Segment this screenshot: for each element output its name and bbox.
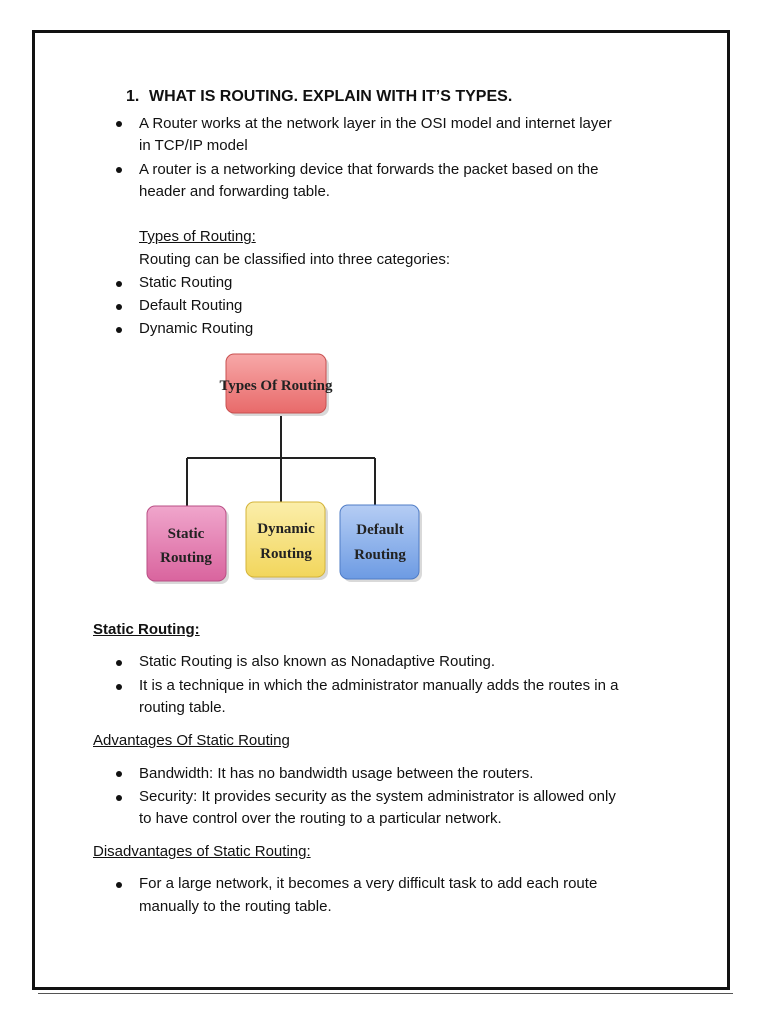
diagram-node-dynamic [246,502,328,580]
type-item: Static Routing [139,274,233,291]
diagram-node-static-line2: Routing [160,550,212,566]
diagram-root-label: Types Of Routing [219,378,333,394]
static-bullet-2-line-1: It is a technique in which the administrator manually adds the routes in a [139,677,619,694]
bottom-rule [38,993,733,994]
types-intro: Routing can be classified into three categories: [139,251,451,268]
diagram-node-default-line1: Default [356,522,404,538]
diagram-node-static-line1: Static [167,526,205,542]
intro-bullet-2-line-1: A router is a networking device that forwards the packet based on the [139,161,599,178]
bullet-icon [116,281,122,287]
section-number: 1. [126,88,140,105]
bullet-icon [116,660,122,666]
bullet-icon [116,795,122,801]
section-heading [126,88,512,106]
diagram-node-dynamic-line2: Routing [260,546,312,562]
intro-bullet-2-line-2: header and forwarding table. [139,183,330,200]
diagram-node-dynamic-line1: Dynamic [257,521,315,537]
disadvantage-line-1: For a large network, it becomes a very difficult task to add each route [139,875,598,892]
disadvantage-line-2: manually to the routing table. [139,898,332,915]
diagram-connectors [187,416,375,506]
diagram-node-static [147,506,229,584]
bullet-icon [116,327,122,333]
types-heading: Types of Routing: [139,228,256,245]
bullet-icon [116,882,122,888]
static-bullet-2-line-2: routing table. [139,699,226,716]
advantages-heading: Advantages Of Static Routing [93,732,290,749]
advantage-bandwidth: Bandwidth: It has no bandwidth usage between the routers. [139,765,534,782]
intro-bullet-1-line-2: in TCP/IP model [139,137,248,154]
bullet-icon [116,121,122,127]
diagram-root-node [219,354,333,416]
intro-bullet-1-line-1: A Router works at the network layer in the OSI model and internet layer [139,115,612,132]
diagram-node-default [340,505,422,582]
type-item: Dynamic Routing [139,320,254,337]
section-title: WHAT IS ROUTING. EXPLAIN WITH IT’S TYPES. [149,88,513,105]
type-item: Default Routing [139,297,243,314]
diagram-node-default-line2: Routing [354,547,406,563]
bullet-icon [116,304,122,310]
bullet-icon [116,167,122,173]
static-routing-heading: Static Routing: [93,621,200,638]
bullet-icon [116,771,122,777]
bullet-icon [116,684,122,690]
routing-types-diagram [140,350,430,590]
disadvantages-heading: Disadvantages of Static Routing: [93,843,311,860]
advantage-security-line-1: Security: It provides security as the system administrator is allowed only [139,788,616,805]
advantage-security-line-2: to have control over the routing to a particular network. [139,810,502,827]
static-bullet-1: Static Routing is also known as Nonadaptive Routing. [139,653,496,670]
